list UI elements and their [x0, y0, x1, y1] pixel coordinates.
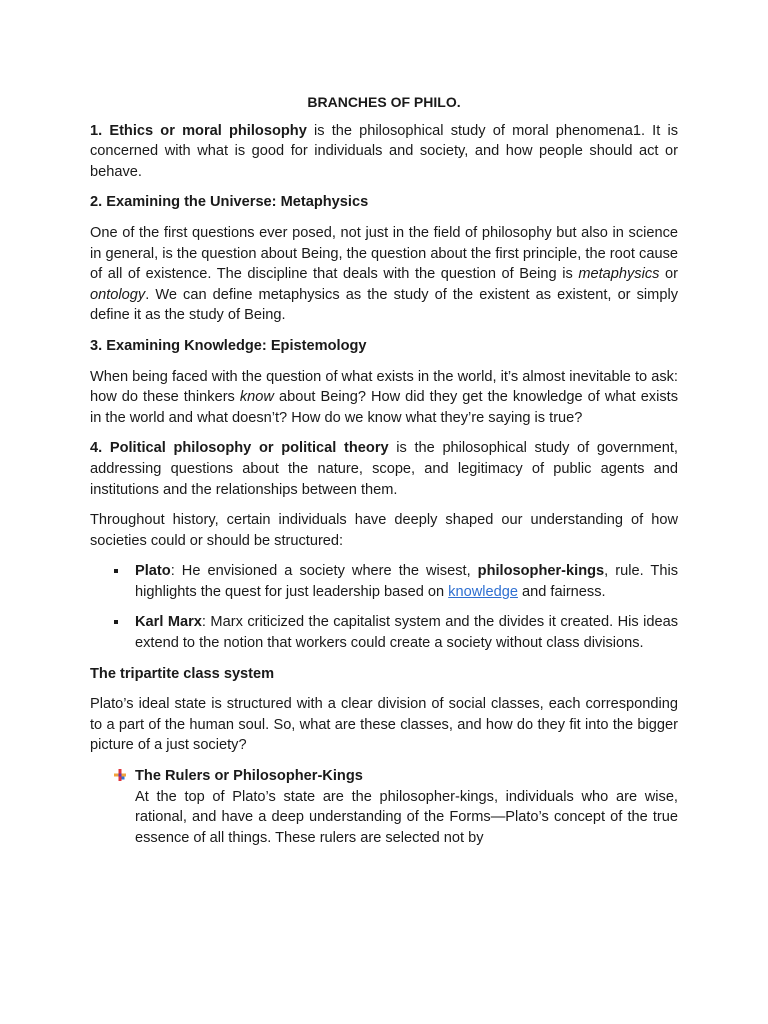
metaphysics-text-c: . We can define metaphysics as the study of the existent as existent, or simply define it as the study of Being. — [90, 286, 678, 324]
plato-text-a: : He envisioned a society where the wisest, — [170, 563, 478, 580]
rulers-section — [90, 766, 678, 848]
political-term: 4. Political philosophy or political theory — [90, 440, 389, 457]
epistemology-text-b: about Being? How did they get the knowledge of what exists in the world and what doesn’t? How do we know what they’re saying is true? — [90, 389, 678, 426]
term-metaphysics: metaphysics — [578, 266, 660, 283]
knowledge-link[interactable]: knowledge — [448, 583, 518, 600]
plato-text-b: , rule. This highlights the quest for just leadership based on — [135, 563, 678, 600]
list-item-marx — [90, 612, 678, 653]
paragraph-epistemology — [90, 367, 678, 429]
document-body — [90, 92, 678, 848]
heading-epistemology: 3. Examining Knowledge: Epistemology — [90, 337, 367, 354]
square-bullet-icon — [114, 569, 118, 573]
philosopher-kings-term: philosopher-kings — [477, 563, 605, 580]
section-political — [90, 438, 678, 500]
marx-text: : Marx criticized the capitalist system and the divides it created. His ideas extend to the notion that workers could create a society without class divisions. — [135, 614, 679, 652]
paragraph-history: Throughout history, certain individuals have deeply shaped our understanding of how societies could or should be structured: — [90, 512, 678, 549]
term-ontology: ontology — [90, 286, 146, 303]
thinkers-list — [90, 561, 678, 653]
paragraph-tripartite: Plato’s ideal state is structured with a clear division of social classes, each corresponding to a part of the human soul. So, what are these classes, and how do they fit into the bigger picture of a just society? — [90, 696, 678, 754]
square-bullet-icon — [114, 620, 118, 624]
ethics-text: is the philosophical study of moral phenomena1. It is concerned with what is good for individuals and society, and how people should act or behave. — [90, 122, 678, 180]
metaphysics-text-b: or — [659, 266, 678, 283]
multicolor-diamond-bullet-icon — [114, 769, 126, 781]
rulers-title: The Rulers or Philosopher-Kings — [135, 768, 363, 785]
plato-text-c: and fairness. — [517, 583, 606, 600]
paragraph-metaphysics — [90, 223, 678, 326]
section-ethics — [90, 121, 678, 183]
document-title: BRANCHES OF PHILO. — [307, 94, 461, 110]
metaphysics-text-a: One of the first questions ever posed, not just in the field of philosophy but also in science in general, is the question about Being, the question about the first principle, the root cause of all of existence. The discipline that deals with the question of Being is — [90, 224, 678, 283]
heading-metaphysics: 2. Examining the Universe: Metaphysics — [90, 194, 369, 211]
list-item-plato — [90, 561, 678, 602]
political-text: is the philosophical study of government, addressing questions about the nature, scope, and legitimacy of public agents and institutions and the relationships between them. — [90, 440, 678, 498]
marx-name: Karl Marx — [135, 614, 202, 631]
term-know: know — [239, 389, 274, 406]
plato-name: Plato — [135, 563, 171, 580]
ethics-term: 1. Ethics or moral philosophy — [90, 122, 307, 139]
heading-tripartite: The tripartite class system — [90, 665, 275, 682]
epistemology-text-a: When being faced with the question of what exists in the world, it’s almost inevitable to ask: how do these thinkers — [90, 368, 678, 406]
rulers-text: At the top of Plato’s state are the philosopher-kings, individuals who are wise, rational, and have a deep understanding of the Forms—Plato’s concept of the true essence of all things. These rulers are selected not by — [135, 788, 678, 846]
